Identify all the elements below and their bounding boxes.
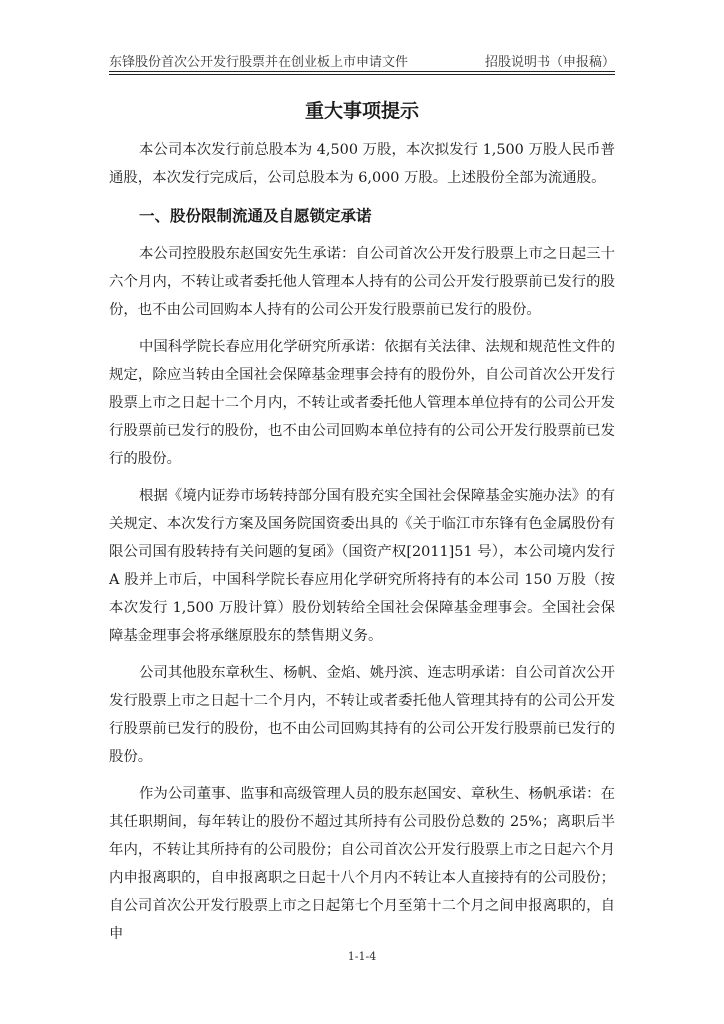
intro-paragraph: 本公司本次发行前总股本为 4,500 万股，本次拟发行 1,500 万股人民币普通股，本次发行完成后，公司总股本为 6,000 万股。上述股份全部为流通股。 <box>109 142 615 186</box>
header-document-name: 东锋股份首次公开发行股票并在创业板上市申请文件 <box>109 55 409 70</box>
body-paragraph: 公司其他股东章秋生、杨帆、金焰、姚丹滨、连志明承诺：自公司首次公开发行股票上市之日起十二个月内，不转让或者委托他人管理其持有的公司公开发行股票前已发行的股份，也不由公司回购其持有的公司公开发行股票前已发行的股份。 <box>109 665 615 765</box>
page-number: 1-1-4 <box>347 950 377 963</box>
running-header <box>109 50 615 70</box>
body-paragraph: 作为公司董事、监事和高级管理人员的股东赵国安、章秋生、杨帆承诺：在其任职期间，每年转让的股份不超过其所持有公司股份总数的 25%；离职后半年内，不转让其所持有的公司股份；自公司首次公开发行股票上市之日起六个月内申报离职的，自申报离职之日起十八个月内不转让本人直接持有的公司股份；自公司首次公开发行股票上市之日起第七个月至第十二个月之间申报离职的，自申 <box>109 786 615 942</box>
document-body <box>109 136 615 957</box>
section-heading: 一、股份限制流通及自愿锁定承诺 <box>139 207 372 225</box>
header-rule-thin <box>109 74 615 75</box>
header-document-type: 招股说明书（申报稿） <box>484 55 615 70</box>
body-paragraph: 本公司控股股东赵国安先生承诺：自公司首次公开发行股票上市之日起三十六个月内，不转让或者委托他人管理本人持有的公司公开发行股票前已发行的股份，也不由公司回购本人持有的公司公开发行股票前已发行的股份。 <box>109 246 615 318</box>
header-rule-thick <box>109 71 615 72</box>
body-paragraph: 中国科学院长春应用化学研究所承诺：依据有关法律、法规和规范性文件的规定，除应当转由全国社会保障基金理事会持有的股份外，自公司首次公开发行股票上市之日起十二个月内，不转让或者委托他人管理本单位持有的公司公开发行股票前已发行的股份，也不由公司回购本单位持有的公司公开发行股票前已发行的股份。 <box>109 339 615 467</box>
page-title: 重大事项提示 <box>304 100 419 122</box>
body-paragraph: 根据《境内证券市场转持部分国有股充实全国社会保障基金实施办法》的有关规定、本次发行方案及国务院国资委出具的《关于临江市东锋有色金属股份有限公司国有股转持有关问题的复函》（国资产权[2011]51 号），本公司境内发行 A 股并上市后，中国科学院长春应用化学研究所将持有的本公司 150 万股（按本次发行 1,500 万股计算）股份划转给全国社会保障基金理事会。全国社会保障基金理事会将承继原股东的禁售期义务。 <box>109 488 615 644</box>
